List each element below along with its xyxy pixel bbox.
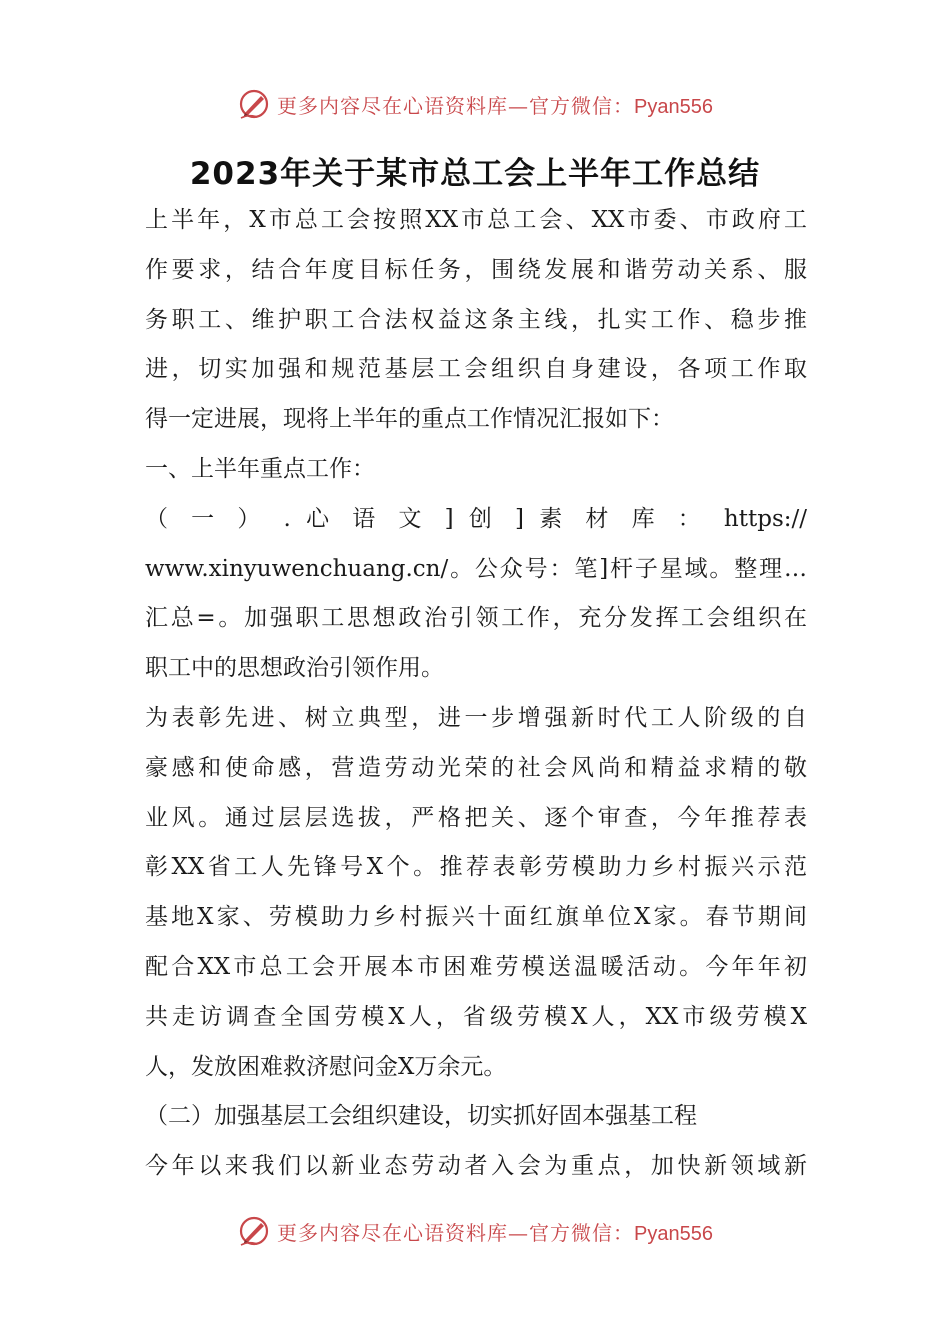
text-line: 进，切实加强和规范基层工会组织自身建设，各项工作取 (145, 356, 807, 383)
text-line: 共走访调查全国劳模X人，省级劳模X人，XX市级劳模X (145, 1003, 807, 1030)
text-line: 务职工、维护职工合法权益这条主线，扎实工作、稳步推 (145, 306, 807, 333)
text-line: 得一定进展，现将上半年的重点工作情况汇报如下： (145, 406, 674, 433)
text-line: （二）加强基层工会组织建设，切实抓好固本强基工程 (145, 1103, 697, 1130)
text-line: 豪感和使命感，营造劳动光荣的社会风尚和精益求精的敬 (145, 754, 807, 781)
watermark-text: 更多内容尽在心语资料库—官方微信：Pyan556 (277, 93, 713, 118)
text-line: 为表彰先进、树立典型，进一步增强新时代工人阶级的自 (145, 704, 807, 731)
text-line: 彰XX省工人先锋号X个。推荐表彰劳模助力乡村振兴示范 (145, 854, 807, 881)
text-line: 职工中的思想政治引领作用。 (145, 655, 444, 682)
document-body (145, 196, 807, 1192)
pen-logo-icon (237, 87, 271, 121)
text-line: 业风。通过层层选拔，严格把关、逐个审查，今年推荐表 (145, 804, 807, 831)
pen-logo-icon (237, 1214, 271, 1248)
text-line: 人，发放困难救济慰问金X万余元。 (145, 1053, 507, 1080)
document-title: 2023年关于某市总工会上半年工作总结 (189, 156, 761, 192)
text-line: 汇总=。加强职工思想政治引领工作，充分发挥工会组织在 (145, 605, 807, 632)
text-line: 作要求，结合年度目标任务，围绕发展和谐劳动关系、服 (145, 256, 807, 283)
text-line: 上半年，X市总工会按照XX市总工会、XX市委、市政府工 (145, 207, 807, 233)
watermark-text: 更多内容尽在心语资料库—官方微信：Pyan556 (277, 1220, 713, 1245)
text-line: www.xinyuwenchuang.cn/。公众号：笔]杆子星域。整理… (145, 555, 807, 582)
watermark-bottom (0, 1211, 950, 1251)
text-line: 一、上半年重点工作： (145, 455, 375, 482)
text-line: （ 一 ） . 心 语 文 ] 创 ] 素 材 库 ： https:// (145, 505, 807, 532)
text-line: 今年以来我们以新业态劳动者入会为重点，加快新领域新 (145, 1153, 807, 1180)
text-line: 配合XX市总工会开展本市困难劳模送温暖活动。今年年初 (145, 953, 807, 980)
watermark-top (0, 84, 950, 124)
text-line: 基地X家、劳模助力乡村振兴十面红旗单位X家。春节期间 (145, 904, 807, 931)
